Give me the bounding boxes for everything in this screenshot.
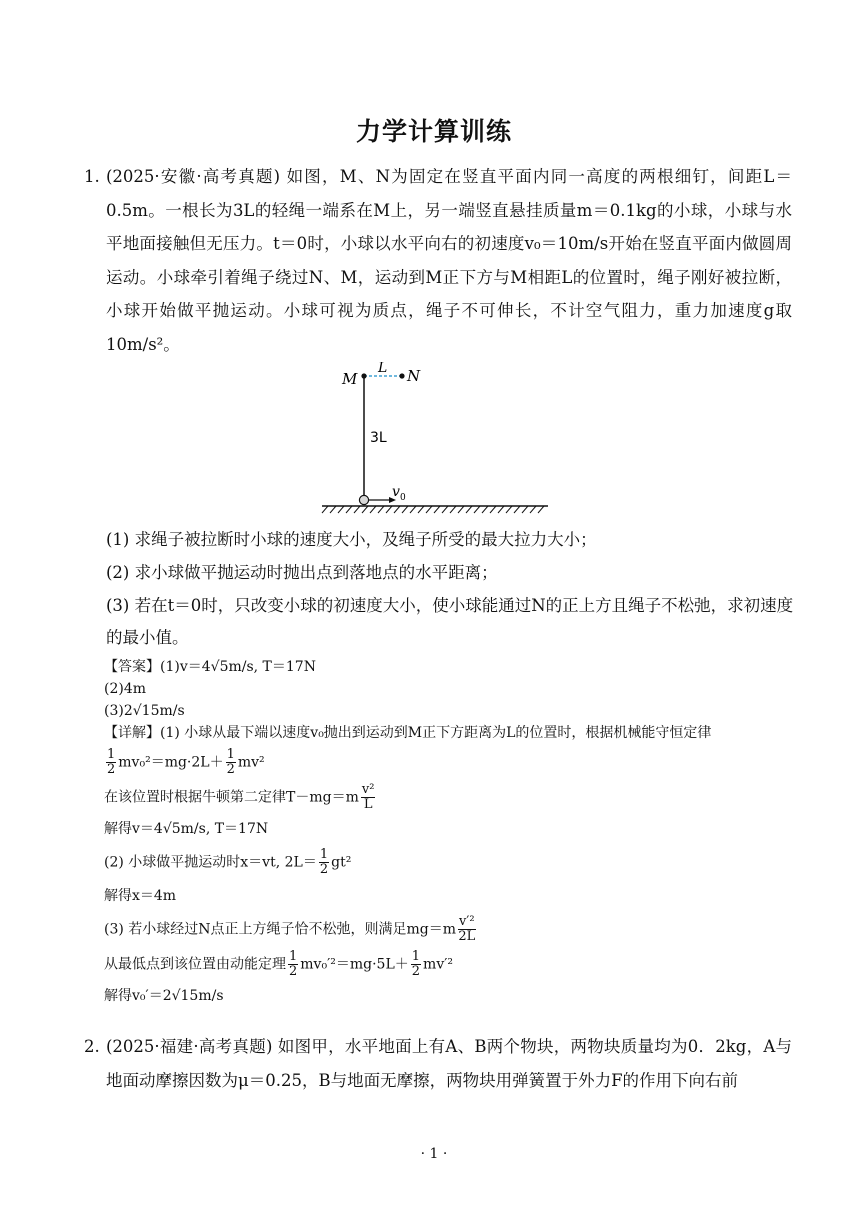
hatch-mark xyxy=(410,506,416,513)
sub-question-2: (2) 求小球做平抛运动时抛出点到落地点的水平距离； xyxy=(106,563,498,582)
fraction: $\frac{\text{v²}}{L}$ xyxy=(361,782,375,812)
fraction: $\frac{1}{2}$ xyxy=(411,949,421,979)
physics-figure xyxy=(318,362,554,522)
hatch-mark xyxy=(338,506,344,513)
fraction: $\frac{1}{2}$ xyxy=(226,747,235,777)
equation-energy: $\frac{1}{2}$ mv₀²＝mg·2L＋ $\frac{1}{2}$ mv² xyxy=(107,747,265,777)
hatch-mark xyxy=(418,506,424,513)
label-m: M xyxy=(342,370,358,388)
detail-line-3: (3) 若小球经过N点正上方绳子恰不松弛，则满足mg＝m $\frac{\text{v′²}}{2L}$ xyxy=(104,914,476,944)
solve-line-3: 解得v₀′＝2√15m/s xyxy=(104,988,224,1004)
label-n: N xyxy=(407,367,421,385)
hatch-mark xyxy=(442,506,448,513)
hatch-mark xyxy=(362,506,368,513)
sub-question-3: (3) 若在t＝0时，只改变小球的初速度大小，使小球能通过N的正上方且绳子不松弛，求初速度的最小值。 xyxy=(106,596,794,647)
hatch-mark xyxy=(522,506,528,513)
hatch-mark xyxy=(330,506,336,513)
hatch-mark xyxy=(514,506,520,513)
hatch-mark xyxy=(354,506,360,513)
hatch-mark xyxy=(482,506,488,513)
answer-line-1 xyxy=(104,656,804,678)
hatch-mark xyxy=(474,506,480,513)
label-3l: 3L xyxy=(370,430,387,446)
fraction: $\frac{\text{v′²}}{2L}$ xyxy=(458,914,476,944)
answer-label: 【答案】 xyxy=(104,659,160,675)
detail-line-3b: 从最低点到该位置由动能定理 $\frac{1}{2}$ mv₀′²＝mg·5L＋ $\frac{1}{2}$ mv′² xyxy=(104,949,454,979)
equation-newton: 在该位置时根据牛顿第二定律T－mg＝m $\frac{\text{v²}}{L}$ xyxy=(104,782,375,812)
hatch-mark xyxy=(498,506,504,513)
question-text: (2025·福建·高考真题) 如图甲，水平地面上有A、B两个物块，两物块质量均为0．2kg，A与地面动摩擦因数为μ＝0.25，B与地面无摩擦，两物块用弹簧置于外力F的作用下向右前 xyxy=(106,1037,792,1090)
hatch-mark xyxy=(538,506,544,513)
detail-label: 【详解】 xyxy=(104,725,160,741)
question-text: (2025·安徽·高考真题) 如图，M、N为固定在竖直平面内同一高度的两根细钉，间距L＝0.5m。一根长为3L的轻绳一端系在M上，另一端竖直悬挂质量m＝0.1kg的小球，小球与水平地面接触但无压力。t＝0时，小球以水平向右的初速度v₀＝10m/s开始在竖直平面内做圆周运动。小球牵引着绳子绕过N、M，运动到M正下方与M相距L的位置时，绳子刚好被拉断，小球开始做平抛运动。小球可视为质点，绳子不可伸长，不计空气阻力，重力加速度g取10m/s²。 xyxy=(106,167,792,354)
fraction: $\frac{1}{2}$ xyxy=(107,747,116,777)
solve-line-1: 解得v＝4√5m/s, T＝17N xyxy=(104,821,269,837)
detail-line-1 xyxy=(104,722,804,744)
hatch-mark xyxy=(458,506,464,513)
question-number: 1. xyxy=(84,167,100,186)
nail-n xyxy=(399,373,404,378)
answer-block xyxy=(104,656,804,1007)
fraction: $\frac{1}{2}$ xyxy=(319,847,329,877)
hatch-mark xyxy=(370,506,376,513)
label-v0: v xyxy=(392,484,400,500)
hatch-mark xyxy=(402,506,408,513)
hatch-mark xyxy=(530,506,536,513)
hatch-mark xyxy=(322,506,328,513)
hatch-mark xyxy=(378,506,384,513)
hatch-mark xyxy=(434,506,440,513)
question-1 xyxy=(84,160,792,361)
hatch-mark xyxy=(426,506,432,513)
page-number: · 1 · xyxy=(420,1146,448,1162)
hatch-mark xyxy=(346,506,352,513)
detail-line-2: (2) 小球做平抛运动时x＝vt, 2L＝ $\frac{1}{2}$ gt² xyxy=(104,847,352,877)
hatch-mark xyxy=(506,506,512,513)
question-2 xyxy=(84,1030,792,1097)
fraction: $\frac{1}{2}$ xyxy=(289,949,298,979)
label-v0-subscript: 0 xyxy=(400,493,406,503)
answer-1: (1)v＝4√5m/s, T＝17N xyxy=(160,659,316,675)
page-title: 力学计算训练 xyxy=(355,117,512,146)
answer-2: (2)4m xyxy=(104,681,147,697)
hatch-mark xyxy=(386,506,392,513)
sub-question-1: (1) 求绳子被拉断时小球的速度大小，及绳子所受的最大拉力大小； xyxy=(106,530,597,549)
hatch-mark xyxy=(394,506,400,513)
label-l: L xyxy=(378,362,388,376)
hatch-mark xyxy=(450,506,456,513)
ball xyxy=(359,495,368,504)
nail-m xyxy=(361,373,366,378)
hatch-mark xyxy=(490,506,496,513)
question-number: 2. xyxy=(84,1037,100,1056)
answer-3: (3)2√15m/s xyxy=(104,703,185,719)
hatch-mark xyxy=(466,506,472,513)
detail-text-1: (1) 小球从最下端以速度v₀抛出到运动到M正下方距离为L的位置时，根据机械能守恒定律 xyxy=(160,725,712,741)
ground-hatch xyxy=(322,506,544,513)
solve-line-2: 解得x＝4m xyxy=(104,888,177,904)
